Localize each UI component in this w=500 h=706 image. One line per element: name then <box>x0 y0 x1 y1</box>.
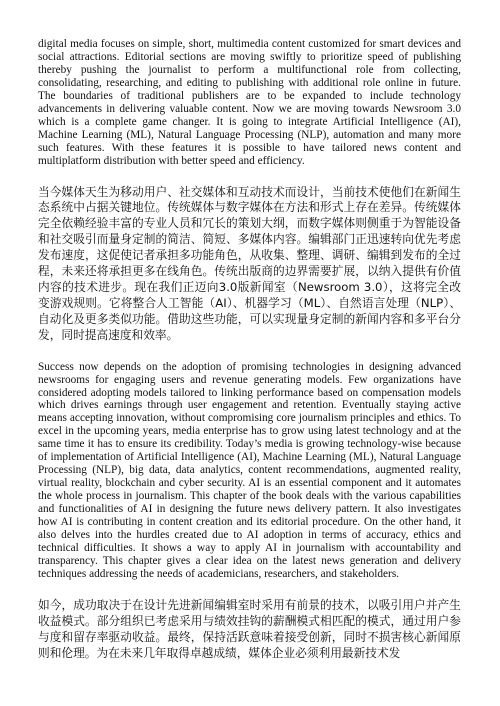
paragraph-chinese-1: 当今媒体天生为移动用户、社交媒体和互动技术而设计，当前技术使他们在新闻生态系统中占据关键地位。传统媒体与数字媒体在方法和形式上存在差异。传统媒体完全依赖经验丰富的专业人员和冗长的策划大纲，而数字媒体则侧重于为智能设备和社交吸引而量身定制的简洁、简短、多媒体内容。编辑部门正迅速转向优先考虑发布速度，这促使记者承担多功能角色，从收集、整理、调研、编辑到发布的全过程，未来还将承担更多在线角色。传统出版商的边界需要扩展，以纳入提供有价值内容的技术进步。现在我们正迈向3.0版新闻室（Newsroom 3.0），这将完全改变游戏规则。它将整合人工智能（AI）、机器学习（ML）、自然语言处理（NLP）、自动化及更多类似功能。借助这些功能，可以实现量身定制的新闻内容和多平台分发，同时提高速度和效率。 <box>38 184 461 342</box>
document-page <box>38 38 461 661</box>
paragraph-english-1: digital media focuses on simple, short, multimedia content customized for smart devices and social attractions. Editorial sections are moving swiftly to prioritize speed of publishing thereby pushing the journalist to perform a multifunctional role from collecting, consolidating, researching, and editing to publishing with additional role online in future. The boundaries of traditional publishers are to be expanded to include technology advancements in delivering valuable content. Now we are moving towards Newsroom 3.0 which is a complete game changer. It is going to integrate Artificial Intelligence (AI), Machine Learning (ML), Natural Language Processing (NLP), automation and many more such features. With these features it is possible to have tailored news content and multiplatform distribution with better speed and efficiency. <box>38 38 461 167</box>
paragraph-english-2: Success now depends on the adoption of promising technologies in designing advanced newsrooms for engaging users and revenue generating models. Few organizations have considered adopting models tailored to linking performance based on compensation models which drives earnings through user engagement and retention. Eventually staying active means accepting innovation, without compromising core journalism principles and ethics. To excel in the upcoming years, media enterprise has to grow using latest technology and at the same time it has to ensure its credibility. Today’s media is growing technology-wise because of implementation of Artificial Intelligence (AI), Machine Learning (ML), Natural Language Processing (NLP), big data, data analytics, content recommendations, augmented reality, virtual reality, blockchain and cyber security. AI is an essential component and it automates the whole process in journalism. This chapter of the book deals with the various capabilities and functionalities of AI in designing the future news delivery pattern. It also investigates how AI is contributing in content creation and its editorial procedure. On the other hand, it also delves into the hurdles created due to AI adoption in terms of accuracy, ethics and technical difficulties. It shows a way to apply AI in journalism with accountability and transparency. This chapter gives a clear idea on the latest news generation and delivery techniques addressing the needs of academicians, researchers, and stakeholders. <box>38 360 461 580</box>
paragraph-chinese-2: 如今，成功取决于在设计先进新闻编辑室时采用有前景的技术，以吸引用户并产生收益模式。部分组织已考虑采用与绩效挂钩的薪酬模式相匹配的模式，通过用户参与度和留存率驱动收益。最终，保持活跃意味着接受创新，同时不损害核心新闻原则和伦理。为在未来几年取得卓越成绩，媒体企业必须利用最新技术发 <box>38 597 461 660</box>
